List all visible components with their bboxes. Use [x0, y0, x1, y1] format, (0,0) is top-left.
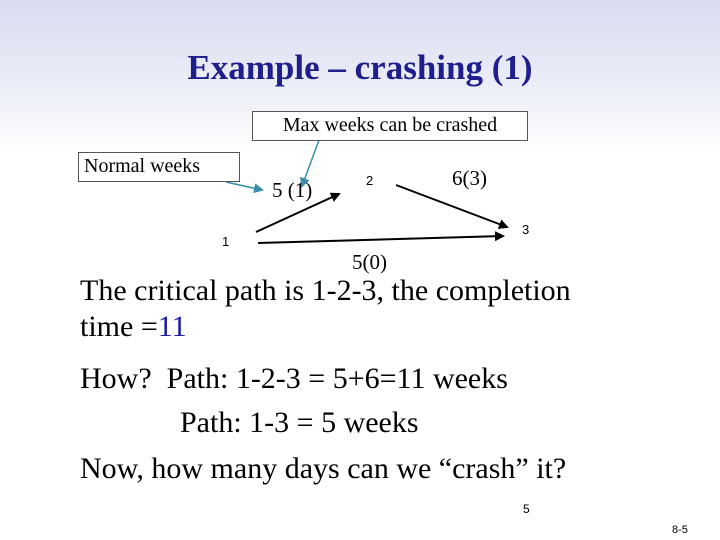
- callout-normal-weeks: Normal weeks: [78, 152, 240, 182]
- edge-1-3: [258, 236, 503, 243]
- callout-arrow-normal-weeks: [226, 182, 262, 190]
- node-2-label: 2: [366, 173, 374, 188]
- body-line-3: How? Path: 1-2-3 = 5+6=11 weeks: [80, 362, 508, 395]
- edge-2-3-label: 6(3): [452, 166, 487, 190]
- node-3: [505, 205, 557, 257]
- completion-time-value: 11: [157, 310, 187, 343]
- body-line-2: [80, 310, 187, 344]
- callout-max-weeks: Max weeks can be crashed: [252, 111, 528, 141]
- body-line-2-text: time =: [80, 310, 158, 343]
- node-3-label: 3: [522, 222, 530, 237]
- body-line-1: The critical path is 1-2-3, the completion: [80, 274, 571, 307]
- body-line-4: Path: 1-3 = 5 weeks: [180, 406, 419, 439]
- body-line-5: Now, how many days can we “crash” it?: [80, 452, 567, 485]
- edge-2-3: [396, 185, 507, 227]
- edge-1-3-label: 5(0): [352, 250, 387, 274]
- page-number: 5: [523, 502, 530, 516]
- edge-1-2-label: 5 (1): [272, 178, 313, 202]
- slide-number: 8-5: [672, 524, 688, 536]
- node-1-label: 1: [222, 234, 230, 249]
- slide-title: Example – crashing (1): [187, 48, 533, 87]
